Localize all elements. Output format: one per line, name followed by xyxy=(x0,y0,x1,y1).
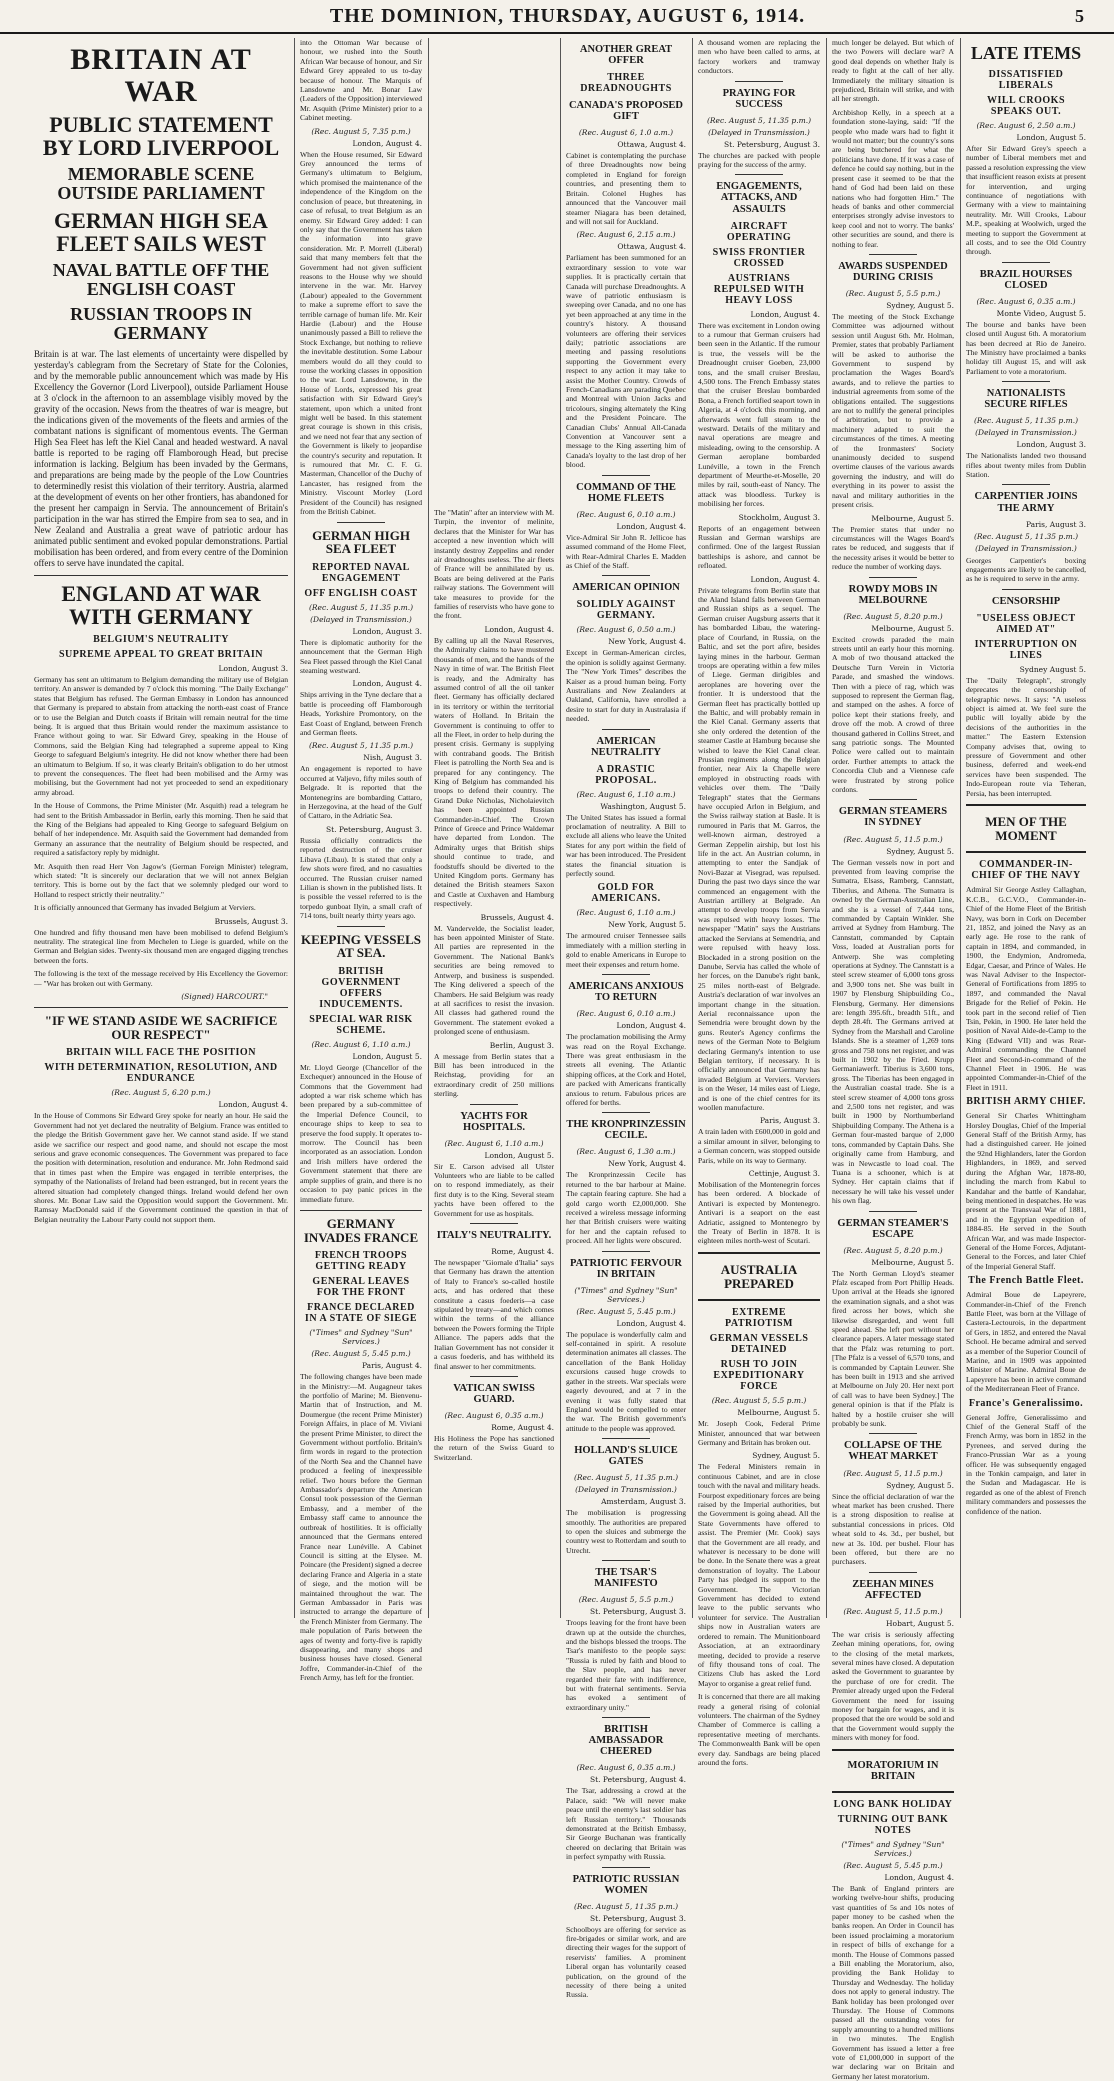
dateline: (Rec. August 5, 11.35 p.m.) xyxy=(973,416,1079,426)
dateline: London, August 5. xyxy=(484,1150,554,1160)
article-text: The Tsar, addressing a crowd at the Palace, said: "We will never make peace until the enemy's last soldier has left Russian territory." Thousands demonstrated at the British Embassy, Sir George Buchanan was frantically cheered on declaring that Britain was in perfect sympathy with Russia. xyxy=(566,1786,686,1862)
dateline: (Rec. August 5, 5.45 p.m.) xyxy=(576,1306,676,1316)
dateline: London, August 4. xyxy=(616,1318,686,1328)
dateline: London, August 4. xyxy=(352,138,422,148)
divider xyxy=(869,1572,918,1573)
headline-vatican-guard: VATICAN SWISS GUARD. xyxy=(453,1382,535,1405)
article-text: A train laden with £600,000 in gold and a similar amount in silver, belonging to a German concern, was stopped outside Paris, while on its way to Germany. xyxy=(698,1127,820,1165)
subhead-commander-navy: COMMANDER-IN-CHIEF OF THE NAVY xyxy=(971,859,1081,882)
headline-italy-neutrality: ITALY'S NEUTRALITY. xyxy=(436,1230,552,1242)
column-4 xyxy=(562,38,690,2000)
article-text: The mobilisation is progressing smoothly. The authorities are prepared to open the sluices and submerge the country west to Rotterdam and south to Utrecht. xyxy=(566,1508,686,1555)
dateline: (Rec. August 6, 1.30 a.m.) xyxy=(576,1147,676,1157)
subhead-bank-notes: TURNING OUT BANK NOTES xyxy=(837,1813,949,1836)
divider xyxy=(470,1223,518,1224)
dateline: Rome, August 4. xyxy=(491,1422,554,1432)
dateline: Nish, August 3. xyxy=(363,753,422,763)
subhead-state-of-siege: FRANCE DECLARED IN A STATE OF SIEGE xyxy=(304,1302,418,1325)
subhead-drastic-proposal: A DRASTIC PROPOSAL. xyxy=(595,763,657,786)
newspaper-title: THE DOMINION, THURSDAY, AUGUST 6, 1914. xyxy=(329,4,806,27)
subhead-supreme-appeal: SUPREME APPEAL TO GREAT BRITAIN xyxy=(58,648,264,660)
dateline: Rome, August 4. xyxy=(491,1247,554,1257)
dateline: (Rec. August 6, 0.10 a.m.) xyxy=(576,509,676,519)
headline-american-neutrality: AMERICAN NEUTRALITY xyxy=(590,735,661,758)
divider xyxy=(470,1376,518,1377)
article-text: The following is the text of the message received by His Excellency the Governor:— "War has broken out with Germany. xyxy=(34,969,288,988)
dateline: Brussels, August 4. xyxy=(480,912,554,922)
subhead-french-fleet: The French Battle Fleet. xyxy=(968,1275,1084,1287)
headline-late-items: LATE ITEMS xyxy=(970,43,1082,63)
subhead-against-germany: SOLIDLY AGAINST GERMANY. xyxy=(576,599,676,622)
article-text: The German vessels now in port and prevented from leaving comprise the Sumatra, Elsass, Ramberg, Cannstatt, Tiberius, and Athena. The Sumatra is owned by the German-Australian Line, and she is a vessel of 7,444 tons, commanded by Captain Winkler. She arrived at Sydney from Hamburg. The Cannstatt, commanded by Captain Voss, loaded at Australian ports for Antwerp. She was completing operations at Sydney. The Cannstatt is a steel screw steamer of 6,000 tons gross and 3,900 tons net. She was built in 1907 by Flensburg Shipbuilding Co., Flensburg, Germany. Her dimensions are: length 395.6ft., breadth 51ft., and depth 28.4ft. The Germans arrived at Sydney from the Marshall and Caroline Islands. She is a steamer of 1,269 tons gross and 758 tons net register, and was built in 1902 by the Fried. Krupp Germaniawerft. Tiberius is 3,600 tons, gross. The Tiberias has been engaged in the Australian coastal trade. She is a steel screw steamer of 4,000 tons gross and 2,500 tons net register, and was built in 1900 by Northumberland Shipbuilding Company. The Athena is a German four-masted barque of 2,000 tons, commanded by Captain Dahs. She originally came from Hamburg, and was in Newcastle to load coal. The Tuana is a schooner, which is at Sydney. Her captain claims that if necessary he will take his vessel under his own flag. xyxy=(832,857,954,1206)
article-text: In the House of Commons Sir Edward Grey spoke for nearly an hour. He said the Government had not yet declared the neutrality of Belgium. France was entitled to the pledge the British Government gave her. We cannot stand aside. If we stand aside we sacrifice our respect and good name, and should not escape the most serious and grave economic consequences. The Government was prepared to face the position with determination, resolution and endurance. Mr. John Redmond said that in times past when the Empire was engaged in terrible enterprises, the sympathy of the Nationalists of Ireland had been estranged, but in recent years the altered situation had completely changed things. Ireland would defend her own shores. Mr. Bonar Law said the Opposition would support the Government. Mr. Ramsay MacDonald said if the Government continued the question in that of Belgian neutrality the Labour Party could not support them. xyxy=(34,1111,288,1224)
divider xyxy=(34,575,288,576)
divider xyxy=(1002,589,1050,590)
article-text: Troops leaving for the front have been drawn up at the outside the churches, and the bishops blessed the troops. The Tsar's manifesto to the people says: "Russia is ruled by faith and blood to the Slav people, and has never regarded their fate with indifference, but with fraternal sentiments. Servia has evoked a sentiment of extraordinary unity." xyxy=(566,1618,686,1712)
headline-high-sea-fleet: GERMAN HIGH SEA FLEET SAILS WEST xyxy=(54,207,268,257)
dateline: (Rec. August 6, 0.35 a.m.) xyxy=(444,1410,544,1420)
subhead-war-risk: SPECIAL WAR RISK SCHEME. xyxy=(309,1013,413,1036)
dateline: London, August 4. xyxy=(616,521,686,531)
column-1 xyxy=(30,38,292,1618)
headline-public-statement: PUBLIC STATEMENT BY LORD LIVERPOOL xyxy=(42,112,280,161)
column-rule xyxy=(960,38,961,1618)
dateline: (Rec. August 5, 11.35 p.m.) xyxy=(573,1473,679,1483)
article-text: General Sir Charles Whittingham Horsley Douglas, Chief of the Imperial General Staff of the British Army, has had a distinguished career. He joined the 92nd Highlanders, later the Gordon Highlanders, in 1869, and served during the Afghan War, 1878-80, including the march from Kabul to Kandahar and the battle of Kandahar, being mentioned in despatches. He was present at the Transvaal War of 1881, and in the Egyptian expedition of 1884-85. He served in the South African War, and was made Inspector-General of the Home Forces, Adjutant-General to the Forces, and later Chief of the Imperial General Staff. xyxy=(966,1111,1086,1271)
subhead-liberals: DISSATISFIED LIBERALS xyxy=(988,68,1064,91)
divider xyxy=(337,522,386,523)
dateline: (Rec. August 6, 0.50 a.m.) xyxy=(576,625,676,635)
subhead-bank-holiday: LONG BANK HOLIDAY xyxy=(833,1798,953,1810)
headline-russian-women: PATRIOTIC RUSSIAN WOMEN xyxy=(572,1873,680,1896)
article-text: The churches are packed with people praying for the success of the army. xyxy=(698,150,820,170)
dateline: (Rec. August 5, 11.35 p.m.) xyxy=(308,602,414,612)
section-moratorium xyxy=(832,1749,954,1793)
subhead-determination: WITH DETERMINATION, RESOLUTION, AND ENDURANCE xyxy=(44,1062,278,1085)
article-text: There is diplomatic authority for the announcement that the German High Sea Fleet passed through the Kiel Canal steaming westward. xyxy=(300,637,422,675)
article-text: Parliament has been summoned for an extraordinary session to vote war supplies. It is practically certain that Canada will purchase Dreadnoughts. A wave of patriotic enthusiasm is sweeping over Canada, and no one has yet been approached at any time in the country's history. A thousand volunteers are offering their services daily; patriotic associations are meeting and passing resolutions supporting the Government every respect to any action it may take to assist the Mother Country. Crowds of French-Canadians are parading Quebec and Montreal with Union Jacks and tricolours, singing alternately the King and the President Poincare. The Canadian Clubs' Annual All-Canada Convention at Vancouver sent a message to the King asserting him of Canada's loyalty to the last drop of her blood. xyxy=(566,253,686,470)
article-text: Russia officially contradicts the reported destruction of the cruiser Libava (Libau). It is stated that only a few shots were fired, and no casualties occurred. The Russian cruiser named Lilian is shown in the published lists. It is possible the vessel referred to is the torpedo gunboat Ilyin, a small craft of 714 tons, built nearly thirty years ago. xyxy=(300,835,422,921)
dateline: St. Petersburg, August 3. xyxy=(723,139,820,149)
dateline: Paris, August 3. xyxy=(1025,519,1086,529)
headline-steamer-escape: GERMAN STEAMER'S ESCAPE xyxy=(837,1217,949,1240)
divider xyxy=(337,926,386,927)
article-text: General Joffre, Generalissimo and Chief of the General Staff of the French Army, was born in 1852 in the Pyrenees, and served during the Franco-Prussian War as a young officer. He was subsequently engaged in the Tonkin campaign, and later in the Sudan and Madagascar. He is regarded as one of the ablest of French military commanders and possesses the confidence of the nation. xyxy=(966,1412,1086,1516)
dateline: St. Petersburg, August 3. xyxy=(589,1913,686,1923)
dateline: New York, August 4. xyxy=(608,637,686,647)
subhead-off-english-coast: OFF ENGLISH COAST xyxy=(304,587,418,599)
article-text: The newspaper "Giornale d'Italia" says that Germany has drawn the attention of Italy to France's so-called hostile acts, and has ordered that these constitute a casus foederis—a case stipulated by treaty—and which comes within the terms of the alliance between the Powers forming the Triple Alliance. The papers adds that the Italian Government has not consider it a casus foederis, and has withheld its final answer to her commitments. xyxy=(434,1258,554,1371)
dateline: (Rec. August 5, 11.35 p.m.) xyxy=(573,1901,679,1911)
article-text: Vice-Admiral Sir John R. Jellicoe has assumed command of the Home Fleet, with Rear-Admiral Charles E. Madden as Chief of the Staff. xyxy=(566,532,686,570)
headline-russian-troops: RUSSIAN TROOPS IN GERMANY xyxy=(70,303,252,343)
headline-memorable-scene: MEMORABLE SCENE OUTSIDE PARLIAMENT xyxy=(57,164,265,204)
section-men-of-moment xyxy=(966,804,1086,853)
article-text: much longer be delayed. But which of the two Powers will declare war? A good deal depends on whether Italy is ready to fight at the call of her ally. Immediately the military situation is prejudiced, Britain will strike, and with all her strength. xyxy=(832,38,954,104)
article-text: A message from Berlin states that a Bill has been introduced in the Reichstag, providing for an extraordinary credit of 250 millions sterling. xyxy=(434,1051,554,1099)
dateline: St. Petersburg, August 4. xyxy=(589,1775,686,1785)
dateline: (Delayed in Transmission.) xyxy=(575,1485,677,1495)
divider xyxy=(869,1211,918,1212)
divider xyxy=(869,799,918,800)
subhead-generalissimo: France's Generalissimo. xyxy=(968,1397,1084,1409)
divider xyxy=(869,577,918,578)
article-text: The bourse and banks have been closed until August 6th. A moratorium has been decreed at Rio de Janeiro. The Ministry have proclaimed a banks holiday till August 15, and will ask Parliament to vote a moratorium. xyxy=(966,319,1086,376)
dateline: (Rec. August 5, 5.5 p.m.) xyxy=(578,1595,674,1605)
dateline: (Rec. August 5, 5.5 p.m.) xyxy=(845,288,941,298)
dateline: (Rec. August 6, 0.10 a.m.) xyxy=(576,1009,676,1019)
page-number: 5 xyxy=(1075,5,1084,26)
dateline: (Rec. August 5, 6.20 p.m.) xyxy=(111,1088,211,1098)
divider xyxy=(602,974,650,975)
article-text: Ships arriving in the Tyne declare that a battle is proceeding off Flamborough Heads, Yorkshire Promontory, on the East Coast of England, between French and German fleets. xyxy=(300,690,422,738)
headline-zeehan-mines: ZEEHAN MINES AFFECTED xyxy=(852,1578,934,1601)
column-3 xyxy=(430,508,558,1618)
dateline: London, August 4. xyxy=(352,679,422,689)
subhead-general-leaves: GENERAL LEAVES FOR THE FRONT xyxy=(312,1276,410,1299)
article-text: The "Daily Telegraph", strongly deprecates the censorship of telegraphic news. It says: "A useless object is aimed at. We feel sure the public will loyally abide by the decisions of the authorities in the matter." The Eastern Extension Company advises that, owing to pressure of Government and other business, deferred and week-end services have been suspended. The Indo-European route via Teheran, Persia, has been interrupted. xyxy=(966,675,1086,798)
subhead-will-crooks: WILL CROOKS SPEAKS OUT. xyxy=(986,94,1066,117)
headline-holland-sluice: HOLLAND'S SLUICE GATES xyxy=(574,1445,678,1468)
dateline: ("Times" and Sydney "Sun" Services.) xyxy=(841,1839,945,1858)
headline-american-opinion: AMERICAN OPINION xyxy=(572,582,680,594)
headline-germany-invades-france: GERMANY INVADES FRANCE xyxy=(303,1215,419,1245)
divider xyxy=(602,1112,650,1113)
subhead-interruption: INTERRUPTION ON LINES xyxy=(974,638,1078,661)
headline-wheat-market: COLLAPSE OF THE WHEAT MARKET xyxy=(843,1440,943,1463)
headline-england-at-war: ENGLAND AT WAR WITH GERMANY xyxy=(61,580,261,629)
dateline: (Rec. August 6, 1.10 a.m.) xyxy=(576,908,676,918)
article-text: When the House resumed, Sir Edward Grey announced the terms of Germany's ultimatum to Belgium, which promised the maintenance of the independence of the Kingdom on the conclusion of peace, but threatening, in case of refusal, to treat Belgium as an enemy. Sir Edward Grey added: I can only say that the Government has taken the information into grave consideration. Mr. P. Morrell (Liberal) said that many members felt that the Government had not given sufficient reasons to the House why we should intervene in the war. Mr. Harvey (Labour) appealed to the Government to make a supreme effort to save the terrible carnage of human life. Mr. Keir Hardie (Labour) and the House unanimously passed a Bill to relieve the Stock Exchange, but nothing to relieve the inevitable destitution. Some Labour members would do all they could to rouse the working classes in opposition to the war. Lord Lansdowne, in the House of Lords, expressed his great satisfaction with Sir Edward Grey's statement, upon which a united front might well be based. In this statement great courage is shown in this crisis, and we need not fear that any section of the Government is likely to jeopardise the country's security and reputation. It is rumoured that Mr. C. F. G. Masterman, Chancellor of the Duchy of Lancaster, has resigned from the Ministry. Viscount Morley (Lord President of the Council) has resigned from the British Cabinet. xyxy=(300,149,422,517)
dateline: (Rec. August 5, 11.35 p.m.) xyxy=(706,115,812,125)
dateline: (Rec. August 6, 0.35 a.m.) xyxy=(976,296,1076,306)
headline-carpentier: CARPENTIER JOINS THE ARMY xyxy=(974,491,1078,514)
column-7 xyxy=(962,38,1090,1618)
dateline: Paris, August 4. xyxy=(361,1361,422,1371)
divider xyxy=(602,1438,650,1439)
dateline: London, August 3. xyxy=(352,626,422,636)
article-text: In the House of Commons, the Prime Minister (Mr. Asquith) read a telegram he had sent to the British Ambassador in Berlin, early this morning. Then he said that the King of the Belgians had appealed to King George to safeguard Belgium on behalf of her independence. Mr. Asquith said the Government had demanded from Germany an assurance that the neutrality of Belgium should be respected, and required a satisfactory reply by midnight. xyxy=(34,801,288,858)
headline-stand-aside: "IF WE STAND ASIDE WE SACRIFICE OUR RESPECT" xyxy=(44,1013,278,1042)
dateline: London, August 4. xyxy=(750,574,820,584)
subhead-army-chief: BRITISH ARMY CHIEF. xyxy=(966,1096,1086,1108)
dateline: (Rec. August 6, 0.35 a.m.) xyxy=(576,1763,676,1773)
article-text: There was excitement in London owing to a rumour that German cruisers had been seen in the Atlantic. If the rumour is true, the vessels will be the Dreadnought cruiser Goeben, 23,000 tons, and the small cruiser Breslau, 4,500 tons. The French Embassy states that the cruiser Breslau bombarded Bona, a French fortified seaport town in Algeria, at 4 o'clock this morning, and afterwards went full steam to the westward. Details of the military and naval operations are meagre and misleading, owing to the censorship. A German aeroplane bombarded Lunéville, a town in the French department of Meurthe-et-Moselle, 20 miles by rail, south-east of Nancy. The attack was bloodless. Turkey is mobilising her forces. xyxy=(698,320,820,509)
column-2 xyxy=(296,38,426,1683)
article-text: The populace is wonderfully calm and self-contained in spirit. A resolute determination animates all classes. The cancellation of the Bank Holiday excursions caused huge crowds to gather in the streets. War specials were eagerly devoured, and at 7 in the evening it was fully stated that England would be compelled to enter the war. The British government's attitude to the people was approved. xyxy=(566,1329,686,1433)
headline-praying: PRAYING FOR SUCCESS xyxy=(722,87,796,110)
subhead-rush-to-join: RUSH TO JOIN EXPEDITIONARY FORCE xyxy=(713,1359,805,1393)
subhead-gold: GOLD FOR AMERICANS. xyxy=(591,882,661,905)
dateline: (Rec. August 5, 11.5 p.m.) xyxy=(843,1606,943,1616)
subhead-aircraft: AIRCRAFT OPERATING xyxy=(726,220,792,243)
divider xyxy=(602,1251,650,1252)
column-rule xyxy=(826,38,827,1618)
dateline: London, August 4. xyxy=(884,1872,954,1882)
article-text: By calling up all the Naval Reserves, the Admiralty claims to have mustered thousands of men, and the hands of the Navy in time of war. The British Fleet is ready, and the Admiralty has assumed control of all the oil tanker fleet. Germany has officially declared in its territory or within the territorial waters of Holland. In Britain the Government is continuing to offer to all the Fleet, in order to help during the present crisis. Germany is supplying with contraband goods. The British Fleet is patrolling the North Sea and is prepared for any contingency. The King of Belgium has commanded his troops to defend their country. The Grand Duke Nicholas, Nicholaievitch has been appointed Russian Commander-in-Chief. The Crown Prince of Greece and Prince Waldemar have departed from London. The Admiralty urges that British ships should continue to trade, and foodstuffs should be diverted to the United Kingdom ports. Germany has detained the British steamers Saxon and Castle at Cuxhaven and Hamburg respectively. xyxy=(434,635,554,909)
dateline: Sydney, August 5. xyxy=(886,300,954,310)
dateline: Monte Video, August 5. xyxy=(996,308,1086,318)
article-intro: Britain is at war. The last elements of uncertainty were dispelled by yesterday's cablegram from the Secretary of State for the Colonies, and by the memorable public announcement which was made by His Excellency the Governor (Lord Liverpool), outside Parliament House at 3 o'clock in the afternoon to an assemblage visibly moved by the gravity of the occasion. News from the theatres of war is meagre, but the indications given of the movements of the fleets and armies of the combatant nations is significant of momentous events. The German High Sea Fleet has left the Kiel Canal and headed westward. A naval battle is reported to be raging off Flamborough Head, but precise information is lacking. Belgium has been invaded by the Germans, and preparations are being made by the people of the Low Countries to determinedly resist this violation of their territory. Austria, alarmed at the development of events on her other frontiers, has abandoned for the present her campaign in Servia. The announcement of Britain's participation in the war has stirred the Empire from sea to sea, and in New Zealand and Australia a great wave of patriotic ardour has animated public sentiment and evoked popular demonstrations. Partial mobilisation has been ordered, and from every centre of the Dominion offers to serve have inundated the capital. xyxy=(34,348,288,568)
divider xyxy=(1002,262,1050,263)
divider xyxy=(735,81,784,82)
article-text: Sir E. Carson advised all Ulster Volunteers who are liable to be called on to respond immediately, as their first duty is to the King. Several steam yachts have been offered to the Government for use as hospitals. xyxy=(434,1161,554,1218)
dateline: (Rec. August 5, 5.45 p.m.) xyxy=(311,1349,411,1359)
dateline: Paris, August 3. xyxy=(759,1116,820,1126)
dateline: St. Petersburg, August 3. xyxy=(325,824,422,834)
dateline: London, August 4. xyxy=(616,1021,686,1031)
article-text: The following changes have been made in the Ministry:—M. Augagneur takes the portfolio of Marine; M. Bienvenu-Martin that of Instruction, and M. Doumergue (the recent Prime Minister) Foreign Affairs, in place of M. Viviani the present Prime Minister, to direct the Government without portfolio. Britain's firm words in regard to the protection of the North Sea and the Channel have produced a feeling of inexpressible relief. Two hours before the German Ambassador's departure the American Consul took possession of the German Embassy, and a member of the Embassy staff came to announce the outbreak of hostilities. It is officially announced that the Germans entered France near Lunéville. A Cabinet Council is sitting at the Elysee. M. Poincare (the President) signed a decree declaring France and Algeria in a state of siege, and the motion will be maintained throughout the war. The German Ambassador in Paris was instructed to arrange the departure of the French Minister from Germany. The male population of Paris between the ages of twenty and forty-five is rapidly disappearing, and many shops and business houses have closed. General Joffre, Commander-in-Chief of the French Army, has left for the frontier. xyxy=(300,1372,422,1683)
article-text: Georges Carpentier's boxing engagements are likely to be cancelled, as he is required to serve in the army. xyxy=(966,555,1086,584)
headline-britain-at-war: BRITAIN AT WAR xyxy=(70,43,252,108)
headline-another-offer: ANOTHER GREAT OFFER xyxy=(579,44,673,67)
signature-text: (Signed) HARCOURT." xyxy=(181,992,268,1002)
subhead-useless-object: "USELESS OBJECT AIMED AT" xyxy=(976,612,1076,635)
dateline: Melbourne, August 5. xyxy=(871,623,954,633)
dateline: (Delayed in Transmission.) xyxy=(975,543,1077,553)
article-text: Schoolboys are offering for service as fire-brigades or similar work, and are directing their wages for the support of reservists' families. A prominent Liberal organ has voluntarily ceased publication, on the ground of the necessity of there being a united Russia. xyxy=(566,1924,686,2000)
article-text: Excited crowds paraded the main streets until an early hour this morning. A mob of two thousand attacked the Deutsche Turn Verein in Victoria Parade, and smashed the windows. Then with a piece of rag, which was supposed to represent the German flag, and stamped on the ashes. A force of police kept their stations freely, and drove off the mob. A crowd of three thousand gathered in Collins Street, and sang patriotic songs. The Mounted Police were called out to maintain order. Further attempts to attack the Concordia Club and a Viennese cafe were frustrated by strong police cordons. xyxy=(832,634,954,795)
section-australia xyxy=(698,1252,820,1301)
headline-yachts: YACHTS FOR HOSPITALS. xyxy=(460,1110,528,1133)
article-text: After Sir Edward Grey's speech a number of Liberal members met and passed a resolution expressing the view that insufficient reason exists at present for intervention, and urging continuance of negotiations with Germany with a view to maintaining neutrality. Mr. Will Crooks, Labour M.P., speaking at Woolwich, urged the meeting to support the Government at all costs, and to see the Old Country through. xyxy=(966,143,1086,257)
article-text: into the Ottoman War because of honour, we rushed into the South African War because of honour, and Sir Edward Grey appealed to us to-day because of honour. The Marquis of Lansdowne and Mr. Bonar Law (Leaders of the Opposition) interviewed Mr. Asquith (Prime Minister) prior to a Cabinet meeting. xyxy=(300,38,422,123)
divider xyxy=(869,1433,918,1434)
dateline: Ottawa, August 4. xyxy=(617,140,686,150)
article-text: Except in German-American circles, the opinion is solidly against Germany. The "New York Times" describes the Kaiser as a proud human being. Forty Australians and New Zealanders at Oakland, California, have enrolled a desire to start for duty in Australasia if needed. xyxy=(566,648,686,724)
article-text: Since the official declaration of war the wheat market has been crushed. There is a strong disposition to realise at substantial concessions in prices. Old wheat sold to 4s. 3d., per bushel, but new at 3s. 10d. per bushel. Flour has been offered, but there are no purchasers. xyxy=(832,1491,954,1567)
article-text: It is officially announced that Germany has invaded Belgium at Verviers. xyxy=(34,903,256,913)
dateline: London, August 3. xyxy=(1016,440,1086,450)
dateline: (Rec. August 6, 1.10 a.m.) xyxy=(311,1039,411,1049)
article-text: Cabinet is contemplating the purchase of three Dreadnoughts now being completed in England for foreign countries, and presenting them to Britain. Colonel Hughes has announced that the Vancouver mail steamer Niagara has been detained, and will not sail for Auckland. xyxy=(566,151,686,226)
dateline: (Rec. August 5, 11.5 p.m.) xyxy=(843,1468,943,1478)
dateline: Brussels, August 3. xyxy=(214,916,288,926)
dateline: Stockholm, August 3. xyxy=(738,512,820,522)
subhead-french-troops: FRENCH TROOPS GETTING READY xyxy=(314,1250,408,1273)
article-text: Private telegrams from Berlin state that the Aland Island falls between German and Russian ships as a sequel. The German cruiser Augsburg asserts that it has bombarded Libau, the watering-place of Courland, in Russia, on the Baltic, and set the port afire, besides laying mines in the harbour. German troops are operating within a few miles of Liege. German dirigibles and aeroplanes are hovering over the frontier. It is understood that the German fleet has practically bottled up the Baltic, and will probably remain in the Kiel Canal. Germany asserts that she only ordered the detention of the steamer Castle at Hamburg because she wished to leave the Kiel Canal clear. Prussian regiments along the Belgian frontier, near Aix la Chapelle were employed in obstructing roads with vehicles over them. The "Daily Telegraph" states that the Germans have occupied Arlon in Belgium, and the Swiss railway station at Basle. It is rumoured in Paris that M. Garros, the well-known airman, destroyed a German Zeppelin airship, but lost his life in the act. An Austrian column, in attempting to enter the Sandjak of Novi-Bazar at Visegrad, was repulsed. During the past two days since the war commenced an engagement with the Austrian artillery at Belgrade. An attempt to develop troops from Servia was repulsed with heavy losses. The newspaper "Matin" says the Austrians attacked the Servians at Semendria, and were repulsed with heavy loss. Blockaded in a strong position on the Danube, Servia has called the whole of her forces, on the Danube's right bank, 25 miles north-east of Belgrade. Austria's declaration of war involves an important change in the situation. Aerial reconnaissance upon the Semendria were brought down by the guns. Reuter's Agency confirms the news of the German Note to Belgium declaring Germany's intention to use Belgian territory, if necessary. It is officially announced that Germany has invaded Belgium at Verviers. Verviers is on the Weser, 14 miles east of Liege, and is one of the chief centres for its woollen manufacture. xyxy=(698,585,820,1113)
column-rule xyxy=(428,38,429,1618)
divider xyxy=(470,1104,518,1105)
dateline: Sydney August 5. xyxy=(1019,664,1086,674)
headline-german-steamers: GERMAN STEAMERS IN SYDNEY xyxy=(838,806,948,829)
dateline: (Rec. August 5, 11.35 p.m.) xyxy=(973,531,1079,541)
article-text: The Premier states that under no circumstances will the Wages Board's rates be reduced, and suggests that if the necessity arises it would be better to reduce the number of working days. xyxy=(832,524,954,572)
dateline: (Rec. August 5, 5.45 p.m.) xyxy=(843,1860,943,1870)
subhead-extreme-patriotism: EXTREME PATRIOTISM xyxy=(725,1307,793,1330)
article-text: One hundred and fifty thousand men have been mobilised to defend Belgium's neutrality. The strategical line from Mechelen to Liege is guarded, while on the German and Belgian sides. Twenty-six thousand men are engaged digging trenches between the forts. xyxy=(34,927,288,965)
dateline: New York, August 4. xyxy=(608,1159,686,1169)
subhead-naval-engagement: REPORTED NAVAL ENGAGEMENT xyxy=(312,561,410,584)
dateline: Sydney, August 5. xyxy=(886,1480,954,1490)
headline-nationalists: NATIONALISTS SECURE RIFLES xyxy=(984,388,1068,411)
dateline: Berlin, August 3. xyxy=(489,1040,554,1050)
headline-ambassador-cheered: BRITISH AMBASSADOR CHEERED xyxy=(588,1724,664,1758)
column-rule xyxy=(692,38,693,1618)
dateline: ("Times" and Sydney "Sun" Services.) xyxy=(574,1285,678,1304)
article-text: The United States has issued a formal proclamation of neutrality. A Bill to exclude all aliens who leave the United States for any port within the field of war has been introduced. The President states the financial situation is perfectly sound. xyxy=(566,812,686,879)
dateline: (Rec. August 6, 1.10 a.m.) xyxy=(444,1138,544,1148)
column-6 xyxy=(828,38,958,2081)
divider xyxy=(602,729,650,730)
article-text: The Federal Ministers remain in continuous Cabinet, and are in close touch with the naval and military heads. Fourpost expeditionary forces are being raised by the Imperial authorities, but the Government is going ahead. All the State Governments have offered to assist. The Premier (Mr. Cook) says that the Government are all ready, and whatever is necessary to be done will be done. In the Senate there was a great demonstration of loyalty. The Labour Party has pledged its support to the Government. The Victorian Government has decided to extend leave to the public servants who volunteer for service. The Australian ships now in Australian waters are ordered to remain. The Munitionboard Association, at an extraordinary meeting, decided to provide a reserve of fifty thousand tons of coal. The Citizens Club has asked the Lord Mayor to organise a great relief fund. xyxy=(698,1462,820,1688)
dateline: Melbourne, August 5. xyxy=(737,1408,820,1418)
headline-awards-suspended: AWARDS SUSPENDED DURING CRISIS xyxy=(838,260,948,283)
article-text: Mr. Asquith then read Herr Von Jagow's (German Foreign Minister) telegram, which stated: "It is sincerely our declaration that we will not annex Belgian territory. This is borne out by the fact that we solemnly pledged our word to Holland to respect strictly their neutrality." xyxy=(34,861,288,899)
article-text: M. Vandervelde, the Socialist leader, has been appointed Minister of State. All parties are represented in the Government. The National Bank's securities are being removed to Antwerp, and business is suspended. The King delivered a speech of the Chambers. He said Belgium was ready at all sacrifices to resist the invasion. All classes had gathered round the Government. The statement evoked a prolonged scene of enthusiasm. xyxy=(434,923,554,1037)
article-text: The proclamation mobilising the Army was read on the Royal Exchange. There was great enthusiasm in the streets all evening. The Atlantic shipping offices, at the Cork and Hotel, are packed with Americans frantically anxious to return. Fabulous prices are offered for berths. xyxy=(566,1032,686,1107)
headline-rowdy-mobs: ROWDY MOBS IN MELBOURNE xyxy=(848,583,938,606)
dateline: Hobart, August 5. xyxy=(886,1618,954,1628)
article-text: The "Matin" after an interview with M. Turpin, the inventor of melinite, declares that the Minister for War has accepted a new invention which will instantly destroy Zeppelins and render air dreadnoughts useless. The air fleets of France will be annihilated by us. Boats are being delivered at the Paris railway stations. The Government will take measures to provide for the families of reservists who have gone to the front. xyxy=(434,508,554,621)
headline-engagements: ENGAGEMENTS, ATTACKS, AND ASSAULTS xyxy=(716,181,802,215)
dateline: New York, August 5. xyxy=(608,920,686,930)
headline-kronprinzessin: THE KRONPRINZESSIN CECILE. xyxy=(566,1119,686,1142)
divider xyxy=(1002,381,1050,382)
subhead-britain-will-face: BRITAIN WILL FACE THE POSITION xyxy=(66,1047,256,1059)
dateline: Sydney, August 5. xyxy=(886,846,954,856)
dateline: (Delayed in Transmission.) xyxy=(310,614,412,624)
columns xyxy=(30,38,1090,2081)
dateline: London, August 4. xyxy=(218,1100,288,1110)
dateline: London, August 4. xyxy=(484,624,554,634)
dateline: (Rec. August 6, 1.0 a.m.) xyxy=(578,128,674,138)
dateline: (Rec. August 5, 8.20 p.m.) xyxy=(843,611,943,621)
divider xyxy=(1002,484,1050,485)
article-text: Reports of an engagement between Russian and German warships are confirmed. One of the largest Russian battleships is ashore, and cannot be refloated. xyxy=(698,523,820,571)
divider xyxy=(602,1867,650,1868)
article-text: The Kronprinzessin Cecile has returned to the bar harbour at Maine. The captain fearing capture. She had a gold cargo worth £2,000,000. She received a wireless message informing her that British cruisers were waiting for her and the captain refused to proceed. All her lights were obscured. xyxy=(566,1170,686,1246)
headline-canada-gift: CANADA'S PROPOSED GIFT xyxy=(568,100,684,123)
divider xyxy=(602,1717,650,1718)
headline-men-of-moment: MEN OF THE MOMENT xyxy=(985,814,1067,843)
divider xyxy=(735,174,784,175)
dateline: Sydney, August 5. xyxy=(752,1451,820,1461)
article-text: It is concerned that there are all making ready a general rising of colonial volunteers. The chairman of the Sydney Chamber of Commerce is calling a representative meeting of merchants. The Commonwealth Bank will be open every day. Sandbags are being placed around the forts. xyxy=(698,1692,820,1767)
article-text: Archbishop Kelly, in a speech at a foundation stone-laying, said: "If the people who made wars had to fight it would not matter; but the country's sons are being butchered for what the politicians have done. If it was a case of defence he could say nothing, but in the present case it seemed to be that the hand of God had been laid on these nations who had forgotten Him." The heads of banks and other commercial enterprises strongly advise investors to keep cool and not to worry. The banks' other securities are sound, and there is nothing to fear. xyxy=(832,107,954,249)
article-text: The North German Lloyd's steamer Pfalz escaped from Port Phillip Heads. Upon arrival at the Heads she ignored the examination signals, and a shot was fired across her bows, which she likewise disregarded, and went full speed ahead. She left port without her clearance papers. A later message stated that the Pfalz was returning to port. [The Pfalz is a vessel of 6,570 tons, and is commanded by Captain Leuwer. She has been built in 1913 and she arrived at Melbourne on July 20. Her next port of call was to have been Sydney.] The general opinion is that if the Pfalz is halted by a hostile cruiser she will probably be sunk. xyxy=(832,1268,954,1429)
dateline: Cettinje, August 3. xyxy=(748,1169,820,1179)
dateline: Melbourne, August 5. xyxy=(871,1257,954,1267)
article-text: The Nationalists landed two thousand rifles about twenty miles from Dublin Station. xyxy=(966,451,1086,480)
column-5 xyxy=(694,38,824,1767)
article-text: Mr. Joseph Cook, Federal Prime Minister, announced that war between Germany and Britain has broken out. xyxy=(698,1419,820,1447)
article-text: A thousand women are replacing the men who have been called to arms, at factory workers and tramway conductors. xyxy=(698,38,820,76)
divider xyxy=(34,1007,288,1008)
dateline: Melbourne, August 5. xyxy=(871,513,954,523)
article-text: The Bank of England printers are working twelve-hour shifts, producing vast quantities of 5s and 10s notes of paper money to be cashed when the banks reopen. An Order in Council has been issued proclaiming a moratorium in respect of bills of exchange for a month. The House of Commons passed a Bill enabling the Moratorium, also, providing the Bank Holiday to Thursday and Wednesday. The holiday does not apply to general industry. The Bank holiday has been prolonged over Thursday. The House of Commons passed all the outstanding votes for supply amounting to a hundred millions in two minutes. The English Government has issued a letter a free vote of £1,000,000 in support of the war declaring war on Britain and Germany her latest moratorium. xyxy=(832,1883,954,2081)
dateline: (Rec. August 6, 1.10 a.m.) xyxy=(576,789,676,799)
dateline: St. Petersburg, August 3. xyxy=(589,1607,686,1617)
dateline: (Rec. August 5, 7.35 p.m.) xyxy=(311,126,411,136)
subhead-austrians-repulsed: AUSTRIANS REPULSED WITH HEAVY LOSS xyxy=(713,272,805,306)
headline-censorship: CENSORSHIP xyxy=(991,595,1061,607)
headline-americans-anxious: AMERICANS ANXIOUS TO RETURN xyxy=(568,981,684,1004)
article-text: An engagement is reported to have occurred at Valjevo, fifty miles south of Belgrade. It is reported that the Montenegrins are bombarding Cattaro, in Herzegovina, at the head of the Gulf of Cattaro, in the Adriatic Sea. xyxy=(300,764,422,821)
headline-tsar-manifesto: THE TSAR'S MANIFESTO xyxy=(594,1567,658,1590)
headline-patriotic-fervour: PATRIOTIC FERVOUR IN BRITAIN xyxy=(570,1257,682,1280)
headline-moratorium: MORATORIUM IN BRITAIN xyxy=(847,1759,939,1782)
subhead-swiss-frontier: SWISS FRONTIER CROSSED xyxy=(712,246,806,269)
article-text: The armoured cruiser Tennessee sails immediately with a million sterling in gold to enable Americans in Europe to meet their expenses and return home. xyxy=(566,931,686,969)
divider xyxy=(602,1560,650,1561)
dateline: London, August 5. xyxy=(1016,132,1086,142)
subhead-dreadnoughts: THREE DREADNOUGHTS xyxy=(580,72,672,95)
divider xyxy=(869,254,918,255)
column-rule xyxy=(294,38,295,1618)
article-text: The meeting of the Stock Exchange Committee was adjourned without session until August 6th. Mr. Holman, Premier, states that probably Parliament will be asked to authorise the Government to suspend by proclamation the Wages Board's awards, and to relieve the parties to industrial agreements from some of the obligations entailed. The suggestions are not to nullify the general principles of arbitration, but to provide a machinery adapted to suit the circumstances of the times. A meeting of the Ironmasters' Society unanimously decided to suspend overtime clauses of the various awards governing the industry, and will do everything in its power to assist the naval and military authorities in the present crisis. xyxy=(832,311,954,510)
dateline: (Rec. August 5, 5.5 p.m.) xyxy=(711,1396,807,1406)
masthead xyxy=(0,0,1114,34)
column-rule xyxy=(560,38,561,1618)
dateline: Washington, August 5. xyxy=(600,801,686,811)
headline-keeping-vessels: KEEPING VESSELS AT SEA. xyxy=(300,931,422,961)
headline-australia-prepared: AUSTRALIA PREPARED xyxy=(720,1261,798,1291)
dateline: London, August 4. xyxy=(750,309,820,319)
article-text: Admiral Sir George Astley Callaghan, K.C.B., G.C.V.O., Commander-in-Chief of the Home Fleet of the British Navy, was born in Cork on December 21, 1852, and joined the Navy as an early age. He rose to the rank of captain in 1894, and commanded, in 1900, the Endymion, Andromeda, Edgar, Caesar, and Prince of Wales. He was Naval Adviser to the Inspector-General of Fortifications from 1895 to 1897, and commanded the Naval Brigade for the Relief of Pekin. He took part in the second relief of Tien Tsin, Pekin, in 1900. He later held the position of Naval Aide-de-Camp to the King (Edward VII) and was Rear-Admiral commanding the Channel Fleet and Second-in-command of the Channel Fleet in 1906. He was appointed Commander-in-Chief of the Fleet in 1911. xyxy=(966,885,1086,1092)
dateline: (Rec. August 6, 2.50 a.m.) xyxy=(976,120,1076,130)
subhead-belgium-neutrality: BELGIUM'S NEUTRALITY xyxy=(93,633,229,645)
dateline: (Delayed in Transmission.) xyxy=(975,428,1077,438)
divider xyxy=(602,575,650,576)
article-text: Mr. Lloyd George (Chancellor of the Exchequer) announced in the House of Commons that the Government had adopted a war risk scheme which has been prepared by a sub-committee of the Imperial Defence Council, to encourage ships to keep to sea to preserve the food supply. It operates to-morrow. The Council has been incorporated as an association. London and Irish millers have ordered the Government statement that there are ample supplies of grain, and there is no occasion to pay panic prices in the immediate future. xyxy=(300,1062,422,1204)
article-text: His Holiness the Pope has sanctioned the return of the Swiss Guard to Switzerland. xyxy=(434,1433,554,1462)
headline-german-fleet: GERMAN HIGH SEA FLEET xyxy=(312,527,410,557)
dateline: (Rec. August 6, 2.15 a.m.) xyxy=(576,230,676,240)
headline-home-fleets: COMMAND OF THE HOME FLEETS xyxy=(576,481,676,504)
article-text: Admiral Boue de Lapeyrere, Commander-in-Chief of the French Battle Fleet, was born at the Village of Castera-Lectourois, in the department of Gers, in 1852, and entered the Naval School. He became admiral and served as a member of the Superior Council of Marine, and in 1909 was appointed Minister of Marine. Admiral Boue de Lapeyrere has been in active command of the Mediterranean Fleet of France. xyxy=(966,1290,1086,1394)
divider xyxy=(300,1210,422,1211)
article-text: The war crisis is seriously affecting Zeehan mining operations, for, owing to the closing of the metal markets, several mines have closed. A deputation asked the Government to guarantee by the purchase of ore for credit. The Premier already urged upon the Federal Government the need for issuing money for bargain for wages, and it is proposed that the ore would be sold and that the Government would supply the miners with money for food. xyxy=(832,1629,954,1743)
dateline: London, August 3. xyxy=(218,663,288,673)
headline-naval-battle: NAVAL BATTLE OFF THE ENGLISH COAST xyxy=(52,260,270,300)
article-text: Germany has sent an ultimatum to Belgium demanding the military use of Belgian territory. An answer is demanded by 7 o'clock this morning. "The Daily Exchange" states that Belgium has refused. The German Embassy in London has announced that Germany is prepared to abstain from attacking the north-east coast of France or to use the Belgian and Dutch coasts if Britain will remain neutral for the time being. It is argued that thus Britain would render the maximum assistance to France without going to war. Sir Edward Grey, speaking in the House of Commons, said the Belgian King had telegraphed a supreme appeal to King George to safeguard Belgium's integrity. He did not know whether there had been an ultimatum to Belgium. If so, it was clearly Britain's obligation to do her utmost to prevent the consequences. The fleet had been mobilised and the Army was mobilising, but the Government had not yet proceeded to send an expeditionary army abroad. xyxy=(34,674,288,797)
dateline: ("Times" and Sydney "Sun" Services.) xyxy=(309,1328,413,1347)
divider xyxy=(602,475,650,476)
subhead-inducements: BRITISH GOVERNMENT OFFERS INDUCEMENTS. xyxy=(319,965,403,1010)
headline-brazil: BRAZIL HOURSES CLOSED xyxy=(979,268,1073,291)
article-text: Mobilisation of the Montenegrin forces has been ordered. A blockade of Antivari is expected by Montenegro. Antivari is a seaport on the east Adriatic, assigned to Montenegro by the Treaty of Berlin in 1878. It is eighteen miles north-west of Scutari. xyxy=(698,1180,820,1246)
dateline: London, August 5. xyxy=(352,1051,422,1061)
dateline: Ottawa, August 4. xyxy=(617,242,686,252)
dateline: (Rec. August 5, 11.35 p.m.) xyxy=(308,741,414,751)
dateline: (Rec. August 5, 8.20 p.m.) xyxy=(843,1245,943,1255)
dateline: (Delayed in Transmission.) xyxy=(708,127,810,137)
dateline: Amsterdam, August 3. xyxy=(601,1497,686,1507)
dateline: (Rec. August 5, 11.5 p.m.) xyxy=(843,834,943,844)
subhead-vessels-detained: GERMAN VESSELS DETAINED xyxy=(709,1333,809,1356)
